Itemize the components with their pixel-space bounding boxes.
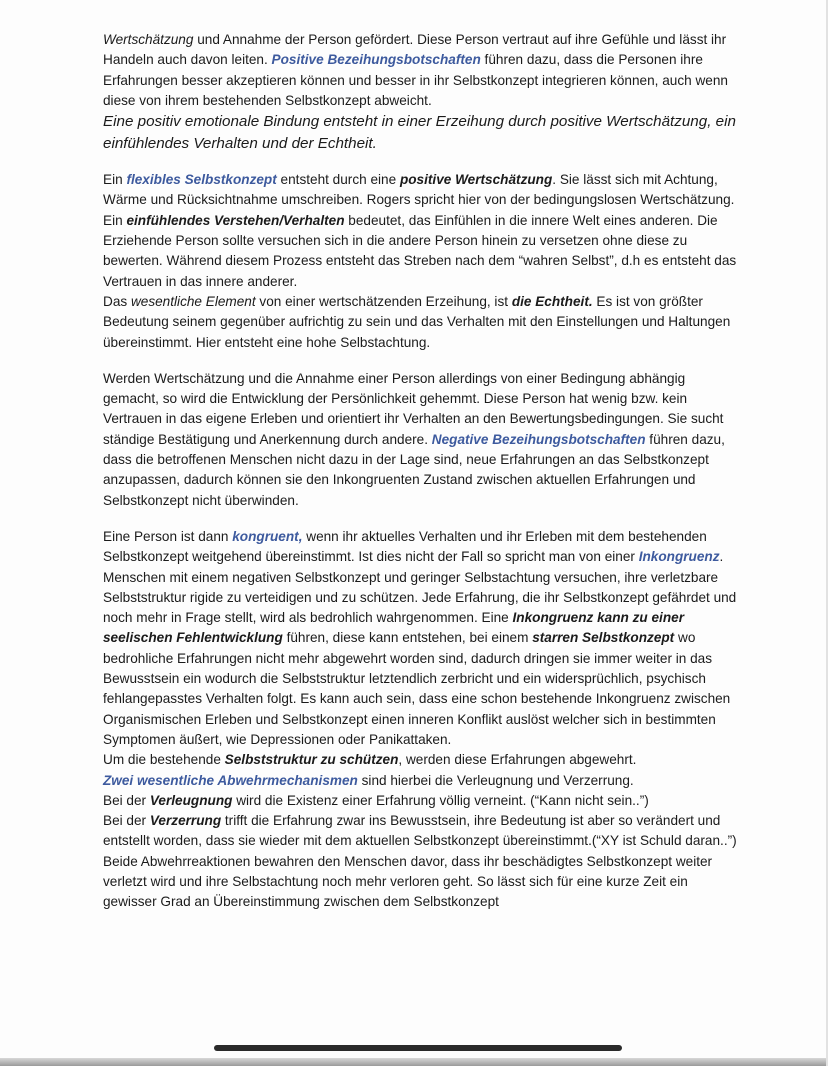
text-span: Werden Wertschätzung und die Annahme einer Person allerdings von einer Bedingung abhängig gemacht, so wird die Entwicklung der Persönlichkeit gehemmt. Diese Person hat wenig bzw. kein Vertrauen in das eigene Erleben und orientiert ihr Verhalten an den Bewertungsbedingungen. Sie sucht ständige Bestätigung und Anerkennung durch andere. [103,370,724,447]
paragraph-defense-summary: Beide Abwehrreaktionen bewahren den Menschen davor, dass ihr beschädigtes Selbstkonzept weiter verletzt wird und ihre Selbstachtung noch mehr verloren geht. So lässt sich für eine kurze Zeit ein gewisser Grad an Übereinstimmung zwischen dem Selbstkonzept [103,853,713,910]
italic-term: wesentliche Element [130,293,256,309]
paragraph-protect-structure [103,750,743,770]
text-span: führen dazu, dass die Personen ihre Erfahrungen besser akzeptieren können und besser in ihr Selbstkonzept integrieren können, auch wenn diese von ihrem bestehenden Selbstkonzept abweicht. [103,52,728,108]
text-span: Um die bestehende [103,752,225,768]
text-span: führen dazu, dass die betroffenen Menschen nicht dazu in der Lage sind, neue Erfahrungen an das Selbstkonzept anzupassen, dadurch können sie den Inkongruenten Zustand zwischen aktuellen Erfahrungen und Selbstkonzept nicht überwinden. [103,431,725,508]
paragraph-emotional-bond: Eine positiv emotionale Bindung entsteht in einer Erzeihung durch positive Wertschätzung, ein einfühlendes Verhalten und der Echtheit. [103,113,736,152]
text-span: Eine Person ist dann [103,528,233,544]
spacer [103,511,743,527]
paragraph-acceptance [103,30,743,111]
document-text [103,30,743,913]
italic-term: Wertschätzung [103,32,194,47]
bold-term: Selbststruktur zu schützen [224,752,399,768]
text-span: Bei der [103,792,150,808]
text-span: Das [103,293,131,309]
text-span: entsteht durch eine [276,172,400,188]
text-span: . Menschen mit einem negativen Selbstkonzept und geringer Selbstachtung versuchen, ihre verletzbare Selbststruktur rigide zu verteidigen und zu schützen. Jede Erfahrung, die ihr Selbstkonzept gefährdet und noch mehr in Frage stellt, wird als bedrohlich wahrgenommen. Eine [103,549,737,626]
highlight-term: Inkongruenz [638,549,720,565]
text-span: Ein [103,172,127,188]
bold-term: die Echtheit. [511,293,593,309]
text-span: Ein [103,212,127,228]
text-span: von einer wertschätzenden Erzeihung, ist [255,293,512,309]
text-span: , werden diese Erfahrungen abgewehrt. [398,752,637,768]
paragraph-authenticity [103,292,743,353]
text-span: und Annahme der Person gefördert. Diese Person vertraut auf ihre Gefühle und lässt ihr Handeln auch davon leiten. [103,32,727,68]
text-span: sind hierbei die Verleugnung und Verzerrung. [357,772,634,788]
paragraph-empathy [103,211,743,292]
bold-term: einfühlendes Verstehen/Verhalten [126,212,345,228]
paragraph-distortion [103,811,743,852]
text-span: bedeutet, das Einfühlen in die innere Welt eines anderen. Die Erziehende Person sollte versuchen sich in die andere Person hinein zu versetzen ohne diese zu bewerten. Während diesem Prozess entsteht das Streben nach dem “wahren Selbst”, d.h es entsteht das Vertrauen in das innere anderer. [103,212,737,289]
spacer [103,353,743,369]
highlight-term: kongruent, [232,528,303,544]
highlight-term: Zwei wesentliche Abwehrmechanismen [103,772,358,788]
bold-term: Verleugnung [149,792,233,808]
paragraph-flexible-selfconcept [103,170,743,211]
bold-term: starren Selbstkonzept [532,630,675,646]
paragraph-denial [103,791,743,811]
highlight-term: Positive Bezeihungsbotschaften [271,52,481,68]
text-span: wird die Existenz einer Erfahrung völlig verneint. (“Kann nicht sein..”) [232,792,649,808]
highlight-term: flexibles Selbstkonzept [126,172,277,188]
paragraph-conditional-appreciation [103,369,743,511]
text-span: . Sie lässt sich mit Achtung, Wärme und Rücksichtnahme umschreiben. Rogers spricht hier von der bedingungslosen Wertschätzung. [103,172,735,208]
text-span: wo bedrohliche Erfahrungen nicht mehr abgewehrt worden sind, dadurch dringen sie immer weiter in das Bewusstsein ein wodurch die Selbststruktur letztendlich zerbricht und ein widersprüchlich, psychisch fehlangepasstes Verhalten folgt. Es kann auch sein, dass eine schon bestehende Inkongruenz zwischen Organismischen Erleben und Selbstkonzept einen inneren Konflikt auslöst welcher sich in bestimmten Symptomen äußert, wie Depressionen oder Panikattaken. [103,630,731,747]
text-span: trifft die Erfahrung zwar ins Bewusstsein, ihre Bedeutung ist aber so verändert und entstellt worden, dass sie wieder mit dem aktuellen Selbstkonzept übereinstimmt.(“XY ist Schuld daran..”) [103,813,737,849]
text-span: wenn ihr aktuelles Verhalten und ihr Erleben mit dem bestehenden Selbstkonzept weitgehend übereinstimmt. Ist dies nicht der Fall so spricht man von einer [103,528,707,565]
text-span: Bei der [103,813,150,829]
highlight-term: Negative Bezeihungsbotschaften [431,431,646,447]
spacer [103,154,743,170]
paragraph-congruence [103,527,743,750]
home-indicator-bar[interactable] [214,1045,622,1051]
text-span: Es ist von größter Bedeutung seinem gegenüber aufrichtig zu sein und das Verhalten mit den Einstellungen und Haltungen übereinstimmt. Hier entsteht eine hohe Selbstachtung. [103,293,731,350]
bold-term: Verzerrung [149,813,222,829]
page-bottom-edge [0,1058,828,1066]
bold-term: positive Wertschätzung [399,172,553,188]
text-span: führen, diese kann entstehen, bei einem [282,630,533,646]
bold-term: Inkongruenz kann zu einer seelischen Fehlentwicklung [103,610,684,646]
paragraph-defense-mechanisms [103,771,743,791]
